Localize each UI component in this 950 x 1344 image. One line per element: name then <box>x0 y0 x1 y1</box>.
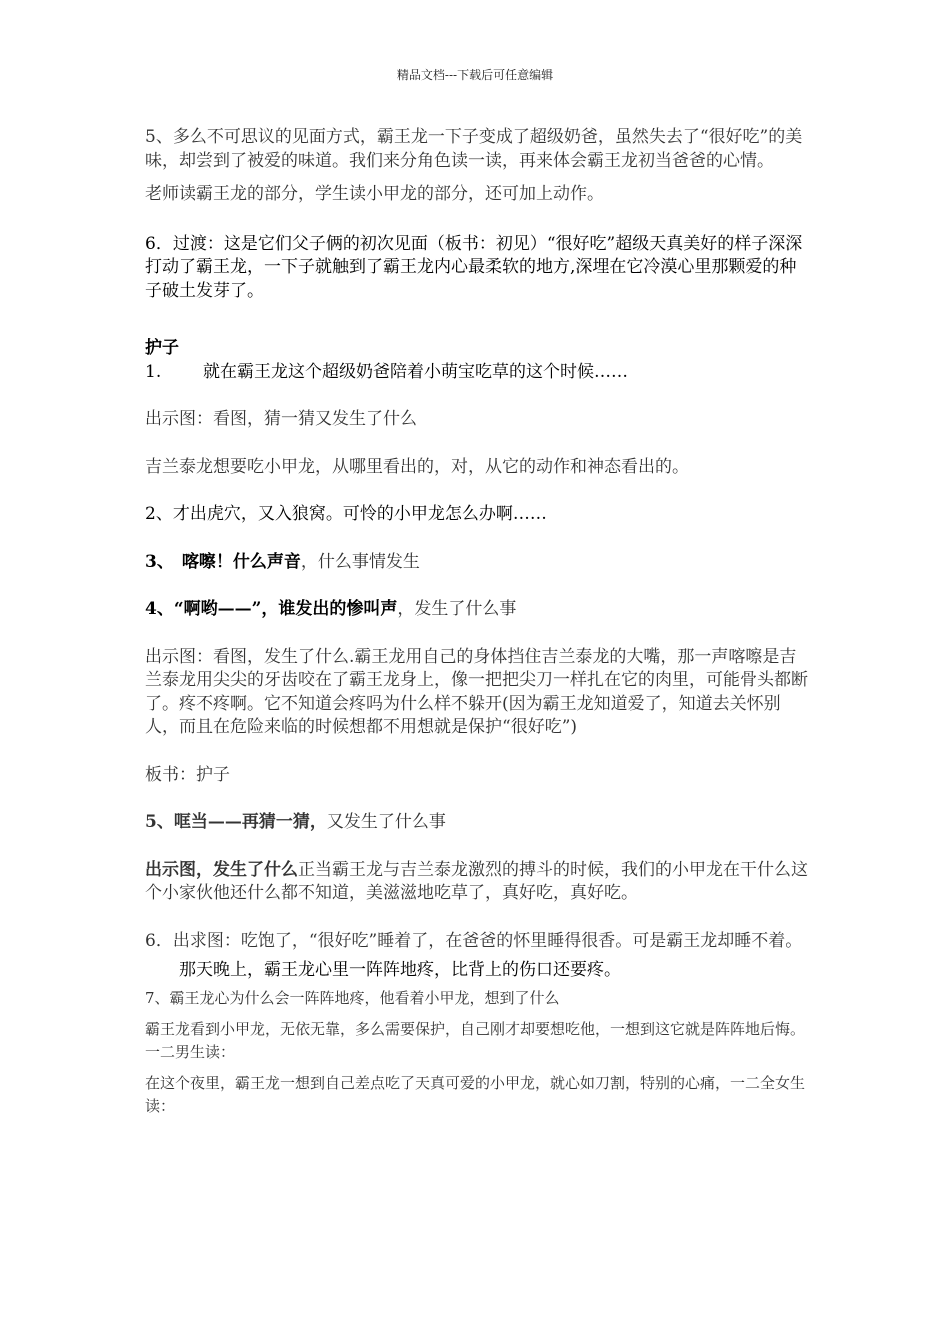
show-picture-2: 出示图：看图，发生了什么.霸王龙用自己的身体挡住吉兰泰龙的大嘴，那一声喀嚓是吉兰泰龙用尖尖的牙齿咬在了霸王龙身上，像一把把尖刀一样扎在它的肉里，可能骨头都断了。疼不疼啊。它不知道会疼吗为什么样不躲开(因为霸王龙知道爱了，知道去关怀别人，而且在危险来临的时候想都不用想就是保护“很好吃”) <box>145 646 808 737</box>
board-writing: 板书：护子 <box>145 764 230 785</box>
item-1 <box>145 361 810 385</box>
paragraph-jilantai: 吉兰泰龙想要吃小甲龙，从哪里看出的，对，从它的动作和神态看出的。 <box>145 456 689 477</box>
document-body <box>145 126 810 1118</box>
section-title: 护子 <box>145 338 179 358</box>
paragraph-6-transition: 6．过渡：这是它们父子俩的初次见面（板书：初见）“很好吃”超级天真美好的样子深深打动了霸王龙，一下子就触到了霸王龙内心最柔软的地方,深埋在它冷漠心里那颗爱的种子破土发芽了。 <box>145 233 803 301</box>
item-2: 2、才出虎穴，又入狼窝。可怜的小甲龙怎么办啊…… <box>145 504 547 524</box>
item-7: 7、霸王龙心为什么会一阵阵地疼，他看着小甲龙，想到了什么 <box>145 988 560 1007</box>
item-5: 5、哐当——再猜一猜，又发生了什么事 <box>145 812 446 832</box>
show-picture-3-bold: 出示图，发生了什么 <box>145 859 298 880</box>
paragraph-boys-read: 霸王龙看到小甲龙，无依无靠，多么需要保护，自己刚才却要想吃他，一想到这它就是阵阵地后悔。一二男生读： <box>145 1019 806 1061</box>
paragraph-5: 5、多么不可思议的见面方式，霸王龙一下子变成了超级奶爸，虽然失去了“很好吃”的美味，却尝到了被爱的味道。我们来分角色读一读，再来体会霸王龙初当爸爸的心情。 <box>145 127 803 171</box>
paragraph-that-night: 那天晚上，霸王龙心里一阵阵地疼，比背上的伤口还要疼。 <box>179 960 621 980</box>
paragraph-role-reading: 老师读霸王龙的部分，学生读小甲龙的部分，还可加上动作。 <box>145 184 604 204</box>
item-1-number: 1. <box>145 361 162 382</box>
item-4-bold: 4、“啊哟——”，谁发出的惨叫声 <box>145 599 398 619</box>
item-3-bold: 喀嚓！什么声音 <box>181 551 301 572</box>
item-6: 6．出求图：吃饱了，“很好吃”睡着了，在爸爸的怀里睡得很香。可是霸王龙却睡不着。 <box>145 930 803 951</box>
show-picture-3: 出示图，发生了什么正当霸王龙与吉兰泰龙激烈的搏斗的时候，我们的小甲龙在干什么这个小家伙他还什么都不知道，美滋滋地吃草了，真好吃，真好吃。 <box>145 859 808 903</box>
page-header: 精品文档---下载后可任意编辑 <box>396 68 554 82</box>
item-1-text: 就在霸王龙这个超级奶爸陪着小萌宝吃草的这个时候…… <box>203 361 628 382</box>
paragraph-girls-read: 在这个夜里，霸王龙一想到自己差点吃了天真可爱的小甲龙，就心如刀割，特别的心痛，一二全女生读： <box>145 1073 806 1115</box>
item-4: 4、“啊哟——”，谁发出的惨叫声，发生了什么事 <box>145 599 517 619</box>
item-5-bold: 5、哐当——再猜一猜， <box>145 812 327 832</box>
item-3: 3、 喀嚓！什么声音，什么事情发生 <box>145 551 420 572</box>
show-picture-1: 出示图：看图，猜一猜又发生了什么 <box>145 409 417 429</box>
